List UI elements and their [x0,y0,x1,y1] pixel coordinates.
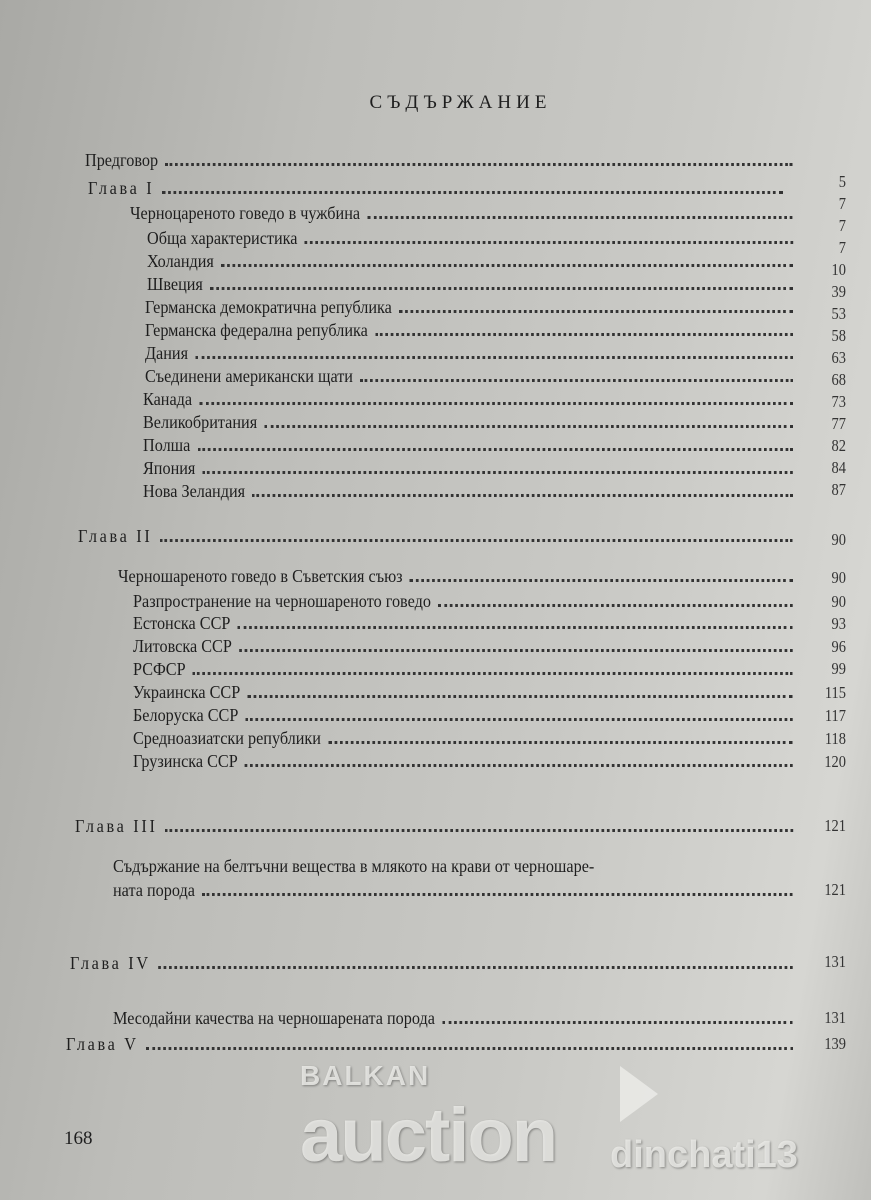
chapter-label: Глава V [66,1034,139,1054]
toc-entry-label-line1: Съдържание на белтъчни вещества в млякото на крави от черношаре- [113,856,595,876]
dot-leader [399,310,793,313]
toc-entry [66,1034,800,1054]
toc-page-number: 120 [824,752,846,771]
toc-entry-label: Великобритания [143,412,258,432]
dot-leader [360,379,793,382]
dot-leader [410,579,793,582]
dot-leader [195,356,793,359]
toc-entry [88,178,790,198]
toc-entry-label: Обща характеристика [147,228,298,248]
toc-page-number: 58 [831,326,846,345]
toc-page-number: 63 [831,348,846,367]
toc-page-number: 87 [831,480,846,499]
dot-leader [165,163,792,166]
dot-leader [210,287,793,290]
chapter-label: Глава I [88,178,155,198]
toc-page-number: 131 [824,1008,846,1027]
toc-entry-label: Белоруска ССР [133,705,239,725]
toc-page-number: 90 [831,592,846,611]
dot-leader [202,893,793,896]
toc-entry-label: Канада [143,389,193,409]
toc-page-number: 96 [831,637,846,656]
toc-entry-label: Германска федерална република [145,320,368,340]
toc-page-number: 73 [831,392,846,411]
toc-entry [145,320,800,340]
toc-entry-label: Германска демократична република [145,297,392,317]
watermark-brand: BALKAN [300,1060,431,1091]
toc-page-number: 139 [824,1034,846,1053]
toc-entry [118,566,800,586]
toc-entry [143,458,800,478]
toc-entry [133,728,800,748]
toc-entry [133,751,800,771]
toc-entry-label: Украинска ССР [133,682,241,702]
dot-leader [158,966,793,969]
toc-page-number: 84 [831,458,846,477]
toc-entry [75,816,800,836]
dot-leader [238,626,793,629]
dot-leader [193,672,793,675]
toc-entry [130,203,800,223]
dot-leader [221,264,793,267]
toc-entry [85,150,800,170]
toc-entry-label: Швеция [147,274,203,294]
dot-leader [245,764,793,767]
toc-entry-label: Съединени американски щати [145,366,353,386]
toc-page-number: 117 [824,706,846,725]
dot-leader [252,494,793,497]
toc-page-number: 7 [838,194,846,213]
toc-entry [145,366,800,386]
toc-entry-label: РСФСР [133,659,186,679]
toc-entry-label: Дания [145,343,189,363]
dot-leader [246,718,793,721]
toc-entry [133,705,800,725]
toc-entry [143,389,800,409]
dot-leader [239,649,793,652]
toc-page-number: 82 [831,436,846,455]
dot-leader [438,604,793,607]
toc-entry [133,591,800,611]
dot-leader [367,216,793,219]
toc-page-number: 68 [831,370,846,389]
toc-entry-label: Разпространение на черношареното говедо [133,591,431,611]
toc-entry-label: Литовска ССР [133,636,232,656]
toc-page-number: 99 [831,659,846,678]
dot-leader [160,539,793,542]
toc-entry-label: Естонска ССР [133,613,231,633]
chapter-label: Глава III [75,816,158,836]
toc-entry [145,297,800,317]
toc-page-number: 53 [831,304,846,323]
toc-entry [133,613,800,633]
toc-entry-label: Черношареното говедо в Съветския съюз [118,566,403,586]
toc-entry [147,274,800,294]
dot-leader [247,695,792,698]
toc-entry [113,880,800,900]
watermark-user: dinchati13 [610,1134,798,1176]
dot-leader [305,241,793,244]
toc-entry-label: Черноцареното говедо в чужбина [130,203,361,223]
toc-entry [133,659,800,679]
dot-leader [264,425,792,428]
toc-page-number: 90 [831,530,846,549]
toc-page-number: 90 [831,568,846,587]
toc-entry [143,412,800,432]
page-number: 168 [64,1128,93,1149]
toc-entry [147,251,800,271]
toc-page-number: 5 [838,172,846,191]
toc-entry [133,636,800,656]
toc-page-number: 93 [831,614,846,633]
dot-leader [375,333,793,336]
dot-leader [442,1021,793,1024]
chapter-label: Глава II [78,526,153,546]
dot-leader [199,402,793,405]
chapter-label: Глава IV [70,953,151,973]
toc-entry-label: Полша [143,435,191,455]
toc-page-number: 77 [831,414,846,433]
dot-leader [328,741,793,744]
toc-entry [133,682,800,702]
toc-entry [113,1008,800,1028]
dot-leader [203,471,793,474]
toc-entry-label: Месодайни качества на черношарената порода [113,1008,435,1028]
dot-leader [146,1047,793,1050]
toc-page-number: 10 [831,260,846,279]
toc-entry [78,526,800,546]
toc-page-number: 121 [824,816,846,835]
toc-page-number: 118 [824,729,846,748]
toc-page-number: 115 [824,683,846,702]
toc-entry-label: ната порода [113,880,195,900]
dot-leader [162,191,783,194]
toc-entry-label: Япония [143,458,196,478]
toc-entry-label: Предговор [85,150,159,170]
toc-page-number: 7 [838,238,846,257]
toc-title: СЪДЪРЖАНИЕ [369,92,552,113]
toc-page-number: 39 [831,282,846,301]
toc-page-number: 121 [824,880,846,899]
dot-leader [198,448,793,451]
toc-entry [143,435,800,455]
toc-entry [70,953,800,973]
toc-page-number: 7 [838,216,846,235]
watermark-play-icon [620,1066,658,1122]
toc-page-number: 131 [824,952,846,971]
toc-entry-label: Нова Зеландия [143,481,246,501]
toc-entry-label: Холандия [147,251,214,271]
watermark-logo: auction [300,1093,557,1178]
toc-entry [145,343,800,363]
toc-entry [147,228,800,248]
dot-leader [165,829,793,832]
toc-entry-label: Средноазиатски републики [133,728,321,748]
toc-entry [143,481,800,501]
toc-entry-label: Грузинска ССР [133,751,238,771]
